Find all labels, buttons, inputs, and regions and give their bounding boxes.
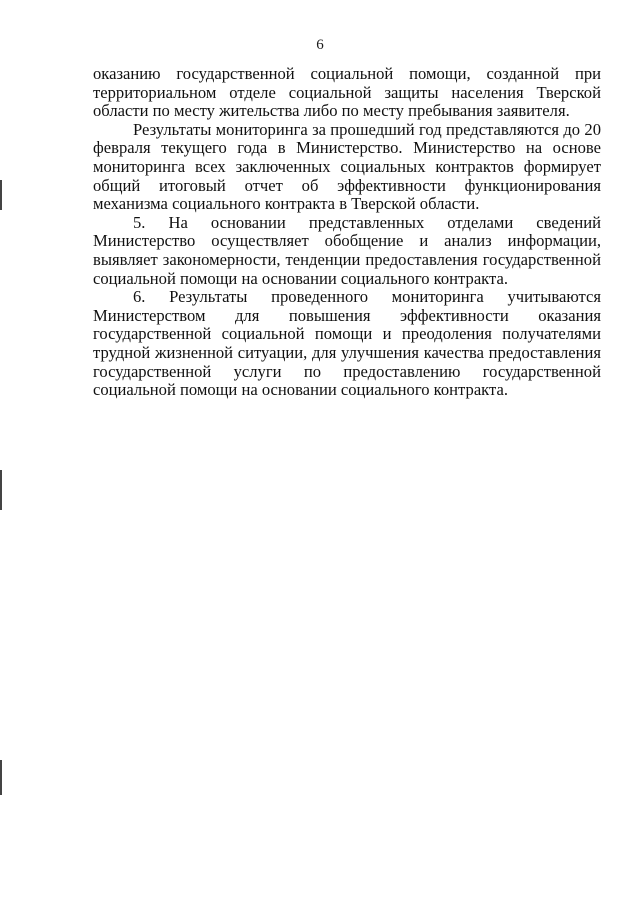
paragraph-continuation: оказанию государственной социальной помощи, созданной при территориальном отделе социальной защиты населения Тверской области по месту жительства либо по месту пребывания заявителя. — [93, 64, 601, 121]
scan-edge-mark — [0, 760, 2, 795]
scan-edge-mark — [0, 470, 2, 510]
paragraph-monitoring-results: Результаты мониторинга за прошедший год представляются до 20 февраля текущего года в Министерство. Министерство на основе мониторинга всех заключенных социальных контрактов формирует общий итоговый отчет об эффективности функционирования механизма социального контракта в Тверской области. — [93, 119, 601, 214]
page-number: 6 — [316, 37, 324, 53]
document-body — [93, 65, 601, 400]
paragraph-item-5: 5. На основании представленных отделами сведений Министерство осуществляет обобщение и анализ информации, выявляет закономерности, тенденции предоставления государственной социальной помощи на основании социального контракта. — [93, 212, 601, 288]
paragraph-item-6: 6. Результаты проведенного мониторинга учитываются Министерством для повышения эффективности оказания государственной социальной помощи и преодоления получателями трудной жизненной ситуации, для улучшения качества предоставления государственной услуги по предоставлению государственной социальной помощи на основании социального контракта. — [93, 287, 601, 400]
scan-edge-mark — [0, 180, 2, 210]
